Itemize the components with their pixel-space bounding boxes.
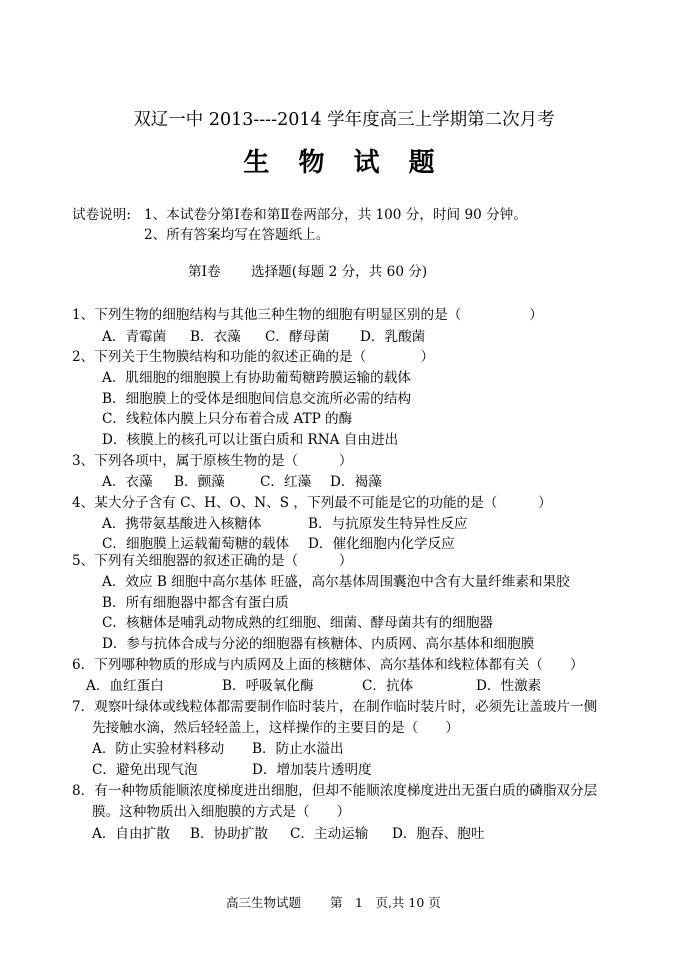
option-b: B．细胞膜上的受体是细胞间信息交流所必需的结构: [102, 391, 412, 407]
option-a: A．自由扩散: [92, 826, 170, 842]
option-c: C．红藻: [260, 474, 312, 490]
option-d: D．褐藻: [330, 474, 382, 490]
option-a: A．防止实验材料移动: [92, 741, 225, 757]
option-c: C．核糖体是哺乳动物成熟的红细胞、细菌、酵母菌共有的细胞器: [102, 615, 494, 631]
option-b: B．衣藻: [190, 329, 241, 345]
option-d: D．胞吞、胞吐: [392, 826, 485, 842]
option-a: A．血红蛋白: [86, 678, 164, 694]
question-stem: 5、下列有关细胞器的叙述正确的是（ ）: [72, 553, 353, 569]
option-a: A．青霉菌: [102, 329, 167, 345]
option-c: C．线粒体内膜上只分布着合成 ATP 的酶: [102, 411, 353, 427]
option-d: D．核膜上的核孔可以让蛋白质和 RNA 自由进出: [102, 432, 399, 448]
option-b: B．颤藻: [174, 474, 225, 490]
question-stem: 8．有一种物质能顺浓度梯度进出细胞，但却不能顺浓度梯度进出无蛋白质的磷脂双分层: [72, 783, 598, 799]
page-subtitle: 生 物 试 题: [243, 148, 445, 178]
option-a: A．携带氨基酸进入核糖体: [102, 516, 262, 532]
option-a: A．衣藻: [102, 474, 153, 490]
question-stem: 4、某大分子含有 C、H、O、N、S ，下列最不可能是它的功能的是（ ）: [72, 495, 552, 511]
option-b: B．呼吸氧化酶: [222, 678, 314, 694]
question-stem: 6．下列哪种物质的形成与内质网及上面的核糖体、高尔基体和线粒体都有关（ ）: [72, 657, 584, 673]
section-description: 选择题(每题 2 分，共 60 分): [251, 264, 428, 280]
option-d: D．催化细胞内化学反应: [308, 536, 455, 552]
option-b: B．防止水溢出: [252, 741, 344, 757]
question-stem: 2、下列关于生物膜结构和功能的叙述正确的是（ ）: [72, 349, 435, 365]
question-stem-continued: 膜。这种物质出入细胞膜的方式是（ ）: [92, 804, 351, 820]
question-stem: 3、下列各项中，属于原核生物的是（ ）: [72, 453, 353, 469]
instructions-line-1: 1、本试卷分第Ⅰ卷和第Ⅱ卷两部分，共 100 分，时间 90 分钟。: [144, 207, 527, 223]
footer-page-number: 第 1 页,共 10 页: [330, 895, 441, 910]
question-stem-continued: 先接触水滴，然后轻轻盖上，这样操作的主要目的是（ ）: [92, 720, 460, 736]
option-c: C．细胞膜上运载葡萄糖的载体: [102, 536, 290, 552]
page-title: 双辽一中 2013----2014 学年度高三上学期第二次月考: [133, 110, 555, 130]
option-b: B．所有细胞器中都含有蛋白质: [102, 595, 289, 611]
option-d: D．乳酸菌: [360, 329, 426, 345]
option-a: A．肌细胞的细胞膜上有协助葡萄糖跨膜运输的载体: [102, 370, 411, 386]
option-a: A．效应 B 细胞中高尔基体 旺盛，高尔基体周围囊泡中含有大量纤维素和果胶: [102, 574, 570, 590]
option-c: C．主动运输: [290, 826, 369, 842]
option-d: D．参与抗体合成与分泌的细胞器有核糖体、内质网、高尔基体和细胞膜: [102, 636, 535, 652]
option-b: B．协助扩散: [190, 826, 268, 842]
question-stem: 7．观察叶绿体或线粒体都需要制作临时装片，在制作临时装片时，必须先让盖玻片一侧: [72, 699, 598, 715]
option-c: C．避免出现气泡: [92, 762, 198, 778]
option-c: C．抗体: [362, 678, 414, 694]
instructions-line-2: 2、所有答案均写在答题纸上。: [144, 227, 330, 243]
option-b: B．与抗原发生特异性反应: [308, 516, 468, 532]
footer-subject: 高三生物试题: [226, 895, 302, 910]
option-d: D．增加装片透明度: [252, 762, 372, 778]
section-title: 第Ⅰ卷: [188, 264, 221, 280]
question-stem: 1、下列生物的细胞结构与其他三种生物的细胞有明显区别的是（ ）: [72, 307, 543, 323]
instructions-label: 试卷说明:: [72, 207, 131, 223]
option-c: C．酵母菌: [265, 329, 330, 345]
option-d: D．性激素: [476, 678, 542, 694]
